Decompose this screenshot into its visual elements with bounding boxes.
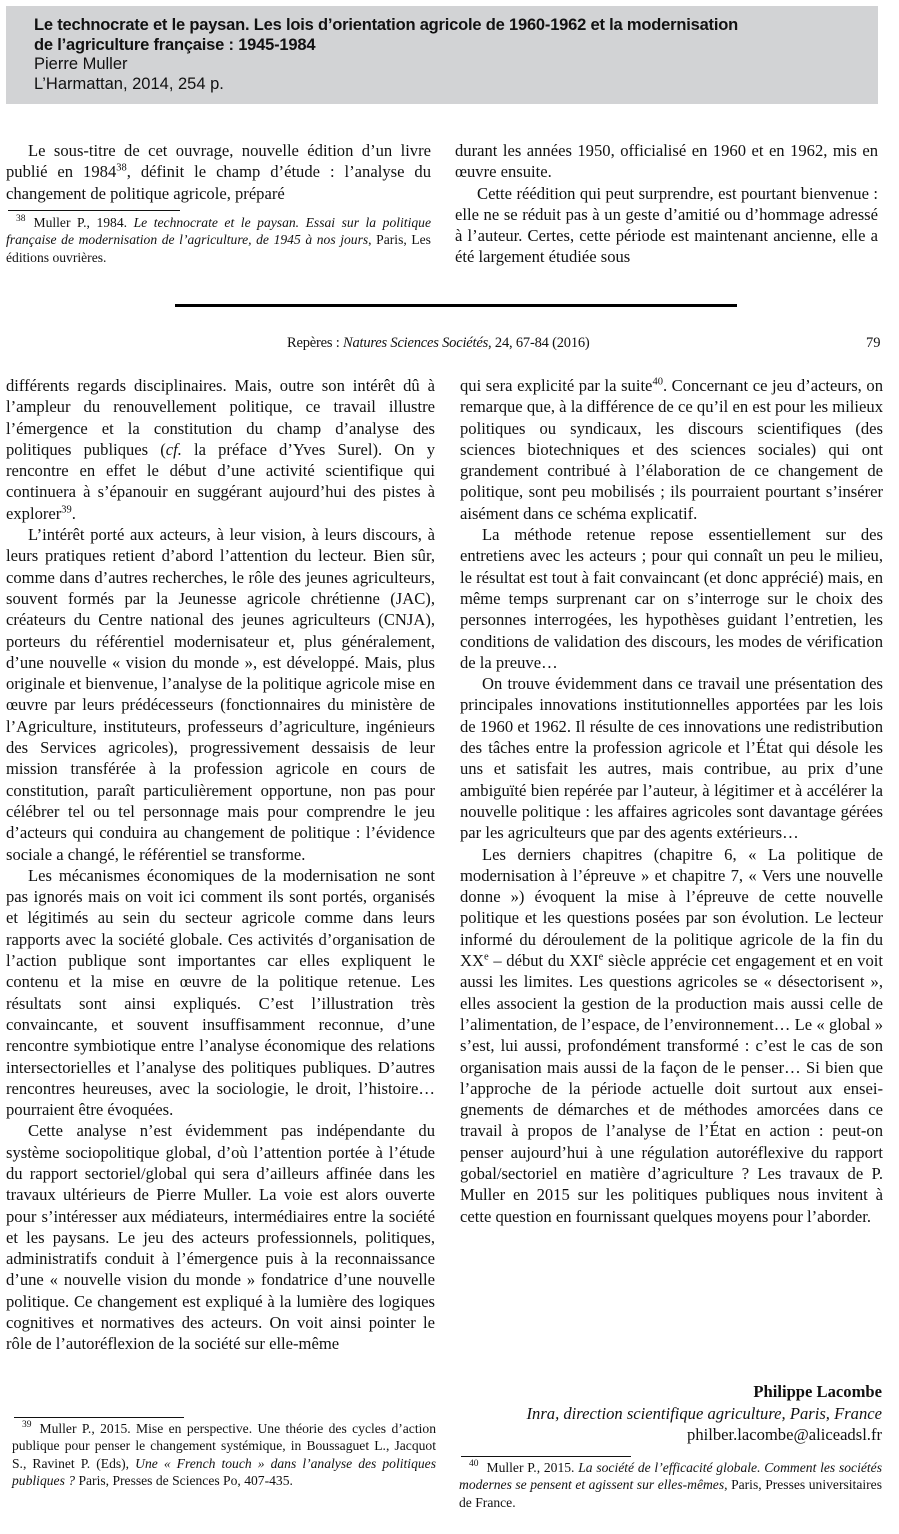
- paragraph: Cette analyse n’est évidemment pas indépendante du système sociopolitique global, d’où l’attention portée à l’étude du rapport sectoriel/global qui sera d’ailleurs affinée dans les travaux ultérieurs de Pierre Muller. La voie est alors ouverte pour s’intéresser aux médiateurs, intermédiaires entre la société et les paysans. Le jeu des acteurs professionnels, politiques, administratifs conduit à l’émergence puis à la reconnaissance d’une « nouvelle vision du monde » fondatrice d’une nouvelle politique. Ce changement est expliqué à la lumière des logiques cognitives et normatives des acteurs. On voit ainsi pointer le rôle de l’autoréflexion de la société sur elle-même: [6, 1121, 435, 1354]
- text: qui sera explicité par la suite: [460, 376, 653, 395]
- main-left-column: [6, 375, 435, 1355]
- top-right-column: [455, 140, 878, 268]
- paragraph: [6, 140, 431, 204]
- footnote-ref-40[interactable]: 40: [652, 376, 663, 388]
- paragraph: durant les années 1950, officialisé en 1960 et en 1962, mis en œuvre ensuite.: [455, 141, 878, 182]
- footnote-39: [12, 1420, 436, 1490]
- italic-title: Une « French touch » dans l’analyse des politiques publiques ?: [12, 1455, 436, 1489]
- superscript: e: [483, 951, 489, 963]
- reviewer-signature: [527, 1381, 882, 1446]
- text: , Paris, Presses universitaires de France.: [459, 1477, 882, 1510]
- footnote-number: 38: [16, 214, 26, 225]
- top-left-column: [6, 140, 431, 204]
- paragraph: La méthode retenue repose essentiellement sur des entretiens avec les acteurs ; pour qui connaît un peu le milieu, le résultat est tout à fait convaincant (et donc apprécié) mais, en même temps surprenant car on s’interroge sur le choix des personnes interrogées, les hypothèses guidant l’entretien, les conditions de validation des discours, les modes de vérification de la preuve…: [460, 525, 883, 672]
- text: , Paris, Les éditions ouvrières.: [6, 232, 431, 265]
- book-publisher: L’Harmattan, 2014, 254 p.: [34, 74, 224, 93]
- footnote-rule: [14, 1417, 184, 1418]
- superscript: e: [598, 951, 604, 963]
- paragraph: Les mécanismes économiques de la modernisation ne sont pas ignorés mais on voit ici comment ils sont portés, organisés et légitimés au sein du secteur agricole comme dans leurs rapports avec la société globale. Ces activités d’organisation de l’action publique sont importantes car elles expliquent le contenu et la mise en œuvre de la politique retenue. Les résultats sont ainsi expliqués. C’est l’illustration très convaincante, et souvent insuffisamment reconnue, d’une rencontre symbiotique entre l’analyse économique des relations intersectorielles et l’analyse des politiques publiques. D’autres rencontres heureuses, avec la sociologie, le droit, l’histoire… pourraient être évoquées.: [6, 865, 435, 1120]
- reviewer-affiliation: Inra, direction scientifique agriculture, Paris, France: [526, 1403, 882, 1423]
- paragraph: L’intérêt porté aux acteurs, à leur vision, à leurs discours, à leurs pratiques retient d’abord l’attention du lecteur. Bien sûr, comme dans d’autres recherches, le rôle des jeunes agriculteurs, souvent formés par la Jeunesse agricole chrétienne (JAC), créateurs du Centre national des jeunes agriculteurs (CNJA), porteurs du référentiel modernisateur et, plus généralement, d’une nouvelle « vision du monde », est développé. Mais, plus originale et bienvenue, l’analyse de la politique agricole mise en œuvre par leurs prédécesseurs (fonctionnaires du ministère de l’Agriculture, instituteurs, professeurs d’agriculture, ingénieurs des Services agricoles), progressivement dessaisis de leur mission transférée à la profession agricole en cours de constitution, paraît particulièrement opportune, non pas pour célébrer tel ou tel personnage mais pour comprendre le jeu d’acteurs qui conduira au changement de politique : l’évidence sociale a changé, le référentiel se transforme.: [6, 525, 435, 864]
- footnote-number: 39: [22, 1420, 32, 1431]
- page-number: 79: [866, 335, 881, 351]
- footnote-rule: [8, 210, 180, 211]
- italic-cf: cf.: [165, 439, 182, 459]
- text: . Concernant ce jeu d’acteurs, on remarque que, à la différence de ce qu’il en est pour les milieux politiques ou syndicaux, les discours scientifiques (des sciences biotechniques et des sciences sociales) qui ont grandement contribué à l’élaboration de ce changement de politique, sont peu mobilisés ; ils pourraient pourtant s’insérer aisément dans ce schéma explicatif.: [460, 376, 884, 523]
- paragraph: [460, 375, 883, 524]
- book-title-line2: de l’agriculture française : 1945-1984: [34, 35, 316, 54]
- paragraph: On trouve évidemment dans ce travail une présentation des principales innovations institutionnelles apportées par les lois de 1960 et 1962. Il résulte de ces innovations une redistribution des tâches entre la profession agricole et l’État qui désole les uns et satisfait les autres, mais contribue, au prix d’une ambiguïté bien repérée par l’auteur, à légitimer et à accélérer la nouvelle politique : les affaires agricoles sont davantage gérées par les agriculteurs que par des agents extérieurs…: [460, 674, 883, 843]
- reviewer-name: Philippe Lacombe: [753, 1382, 882, 1401]
- text: Muller P., 2015. Mise en perspective. Une théorie des cycles d’action publique pour penser le changement systémique, in Boussaguet L., Jacquot S., Ravinet P. (Eds),: [12, 1421, 436, 1471]
- journal-name: Natures Sciences Sociétés: [342, 335, 489, 351]
- text: , 24, 67-84 (2016): [488, 335, 590, 351]
- text: Paris, Presses de Sciences Po, 407-435.: [75, 1473, 293, 1489]
- text: différents regards disciplinaires. Mais, outre son intérêt dû à l’ampleur du renouvellement politique, ce travail illustre l’émergence et la constitution du champ d’analyse des politiques publiques (: [6, 376, 435, 459]
- paragraph: [460, 844, 883, 1227]
- text: Repères :: [287, 335, 343, 351]
- text: , définit le champ d’étude : l’analyse du changement de politique agricole, préparé: [6, 162, 431, 203]
- text: la préface d’Yves Surel). On y rencontre en effet le début d’une activité scientifique qui continuera à s’épanouir en suggérant aujourd’hui des pistes à explorer: [6, 439, 435, 523]
- text: Muller P., 2015.: [486, 1460, 579, 1475]
- italic-title: Le technocrate et le paysan. Essai sur la politique française de modernisation de l’agriculture, de 1945 à nos jours: [6, 215, 431, 248]
- paragraph: Cette réédition qui peut surprendre, est pourtant bienvenue : elle ne se réduit pas à un geste d’amitié ou d’hommage adressé à l’auteur. Certes, cette période est maintenant ancienne, elle a été largement étudiée sous: [455, 183, 878, 267]
- footnote-number: 40: [469, 1459, 479, 1470]
- italic-title: La société de l’efficacité globale. Comment les sociétés modernes se pensent et agissent sur elles-mêmes: [459, 1460, 882, 1493]
- footnote-40: [459, 1459, 882, 1511]
- reviewer-email[interactable]: philber.lacombe@aliceadsl.fr: [687, 1425, 882, 1444]
- text: siècle apprécie cet engagement et en voit aussi les limites. Les questions agricoles se « désectorisent », elles associent la gestion de la production mais aussi celle de l’alimentation, de l’espace, de l’environnement… Le « global » s’est, lui aussi, profondément transformé : c’est le cas de son organisation mais aussi de la façon de le penser… Si bien que l’approche de la période actuelle doit surtout aux enseignements de démarches et de méthodes amorcées dans ce travail à propos de l’analyse de l’État en action : peut-on penser aujourd’hui à une régulation autoréflexive du rapport gobal/sectoriel en matière d’agriculture ? Les travaux de P. Muller en 2015 sur les politiques publiques nous invitent à cette question en fournissant quelques moyens pour l’aborder.: [460, 951, 883, 1226]
- footnote-38: [6, 214, 431, 266]
- text: .: [71, 503, 76, 523]
- journal-citation: [287, 334, 590, 352]
- text: Le sous-titre de cet ouvrage, nouvelle édition d’un livre publié en 1984: [6, 141, 431, 182]
- text: Les derniers chapitres (chapitre 6, « La politique de modernisation à l’épreuve » et chapitre 7, « Vers une nouvelle donne ») évoquent la mise à l’épreuve de cette nouvelle politique et les questions posées par son évolution. Le lecteur informé du déroulement de la politique agricole de la fin du XX: [460, 844, 883, 971]
- paragraph: [6, 375, 435, 524]
- main-right-column: [460, 375, 883, 1227]
- footnote-rule: [461, 1456, 631, 1457]
- footnote-ref-38[interactable]: 38: [116, 162, 127, 174]
- text: Muller P., 1984.: [33, 215, 134, 230]
- book-title-line1: Le technocrate et le paysan. Les lois d’orientation agricole de 1960-1962 et la modernisation: [34, 16, 738, 34]
- footnote-ref-39[interactable]: 39: [61, 504, 72, 516]
- text: – début du XXI: [488, 951, 599, 971]
- page-separator-rule: [175, 304, 737, 307]
- review-header-box: [6, 6, 878, 104]
- book-author: Pierre Muller: [34, 55, 128, 73]
